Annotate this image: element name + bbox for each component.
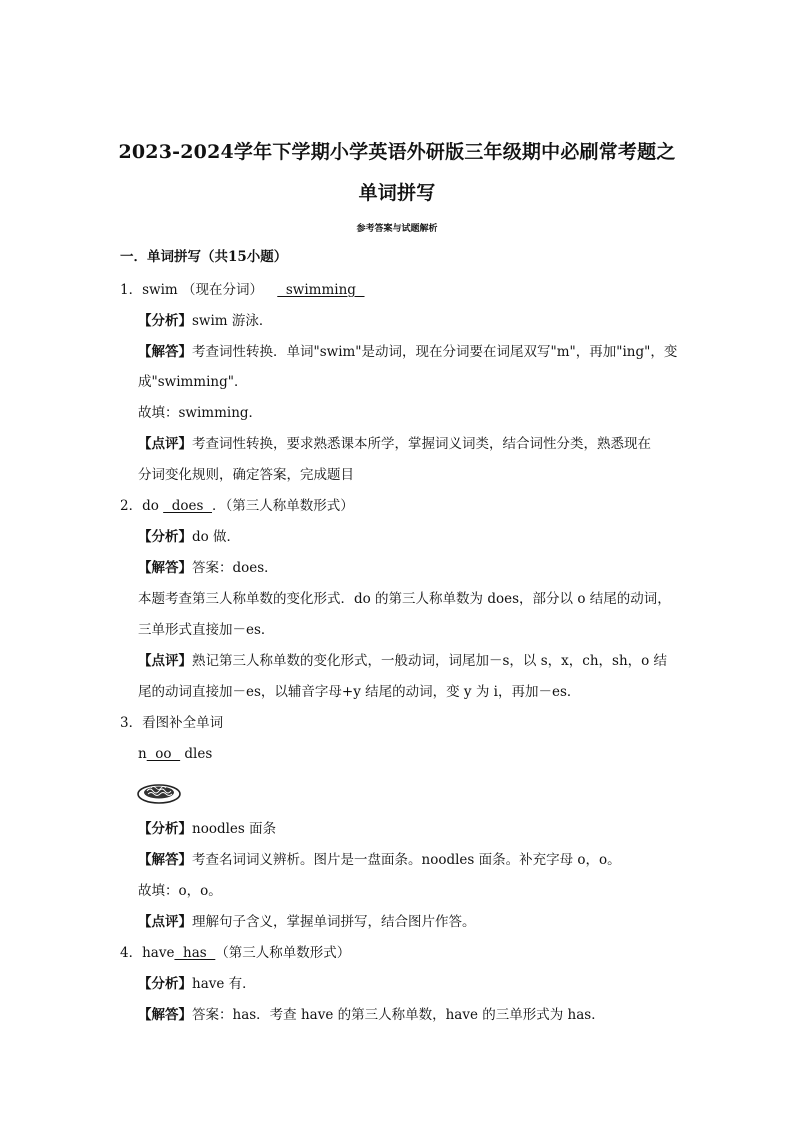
question-2-prompt: 2．do — [120, 498, 164, 514]
question-2-comment — [138, 652, 667, 670]
document-title: 2023-2024学年下学期小学英语外研版三年级期中必刷常考题之 — [118, 141, 676, 163]
question-3-word-end: dles — [180, 746, 213, 762]
question-1-solution-cont: 成"swimming"． — [138, 374, 248, 390]
question-3-analysis — [138, 820, 276, 838]
analysis-text: swim 游泳． — [192, 313, 273, 329]
question-1-solution — [138, 343, 677, 361]
question-1-comment — [138, 435, 651, 453]
question-4 — [120, 944, 350, 962]
solution-tag: 【解答】 — [138, 852, 192, 868]
analysis-text: do 做． — [192, 529, 241, 545]
question-4-answer: has — [174, 945, 216, 961]
analysis-text: have 有． — [192, 976, 256, 992]
question-1 — [120, 281, 365, 299]
analysis-tag: 【分析】 — [138, 976, 192, 992]
question-3-prompt: 3．看图补全单词 — [120, 715, 224, 731]
question-1-answer: swimming — [277, 282, 365, 298]
question-1-analysis — [138, 312, 272, 330]
comment-tag: 【点评】 — [138, 653, 192, 669]
question-2-analysis — [138, 528, 240, 546]
question-3-word-start: n — [138, 746, 147, 762]
question-2-explain-cont: 三单形式直接加－es． — [138, 622, 275, 638]
comment-text: 熟记第三人称单数的变化形式，一般动词，词尾加－s，以 s，x，ch，sh，o 结 — [192, 653, 668, 669]
question-1-fill: 故填：swimming． — [138, 405, 263, 421]
solution-text: 考查名词词义辨析。图片是一盘面条。noodles 面条。补充字母 o，o。 — [192, 852, 621, 868]
question-3-solution — [138, 851, 621, 869]
question-2-solution — [138, 559, 278, 577]
solution-tag: 【解答】 — [138, 1007, 192, 1023]
analysis-tag: 【分析】 — [138, 529, 192, 545]
question-1-comment-cont: 分词变化规则，确定答案，完成题目 — [138, 467, 354, 483]
question-4-prompt: 4．have — [120, 945, 175, 961]
document-title-line2: 单词拼写 — [358, 182, 436, 204]
comment-text: 理解句子含义，掌握单词拼写，结合图片作答。 — [192, 914, 476, 930]
noodles-plate-icon — [137, 779, 181, 805]
solution-text: 答案：does． — [192, 560, 278, 576]
solution-tag: 【解答】 — [138, 344, 192, 360]
question-2 — [120, 497, 354, 515]
question-1-prompt: 1．swim （现在分词） — [120, 282, 263, 298]
question-4-prompt-tail: （第三人称单数形式） — [215, 945, 351, 961]
comment-tag: 【点评】 — [138, 914, 192, 930]
analysis-tag: 【分析】 — [138, 821, 192, 837]
analysis-text: noodles 面条 — [192, 821, 277, 837]
section-heading: 一．单词拼写（共15小题） — [120, 249, 288, 265]
document-subtitle: 参考答案与试题解析 — [356, 224, 438, 234]
question-3-word — [138, 745, 212, 763]
question-2-answer: does — [163, 498, 213, 514]
question-2-explain: 本题考查第三人称单数的变化形式．do 的第三人称单数为 does，部分以 o 结尾的动词， — [138, 591, 671, 607]
question-3-fill: 故填：o，o。 — [138, 883, 222, 899]
question-4-solution — [138, 1006, 605, 1024]
solution-tag: 【解答】 — [138, 560, 192, 576]
comment-text: 考查词性转换，要求熟悉课本所学，掌握词义词类，结合词性分类，熟悉现在 — [192, 436, 651, 452]
question-3-comment — [138, 913, 476, 931]
question-3-answer: oo — [146, 746, 181, 762]
solution-text: 答案：has．考查 have 的第三人称单数，have 的三单形式为 has． — [192, 1007, 605, 1023]
comment-tag: 【点评】 — [138, 436, 192, 452]
question-4-analysis — [138, 975, 256, 993]
question-2-prompt-tail: ．（第三人称单数形式） — [212, 498, 354, 514]
analysis-tag: 【分析】 — [138, 313, 192, 329]
solution-text: 考查词性转换．单词"swim"是动词，现在分词要在词尾双写"m"，再加"ing"，变 — [192, 344, 678, 360]
question-2-comment-cont: 尾的动词直接加－es，以辅音字母+y 结尾的动词，变 y 为 i，再加－es． — [138, 684, 581, 700]
